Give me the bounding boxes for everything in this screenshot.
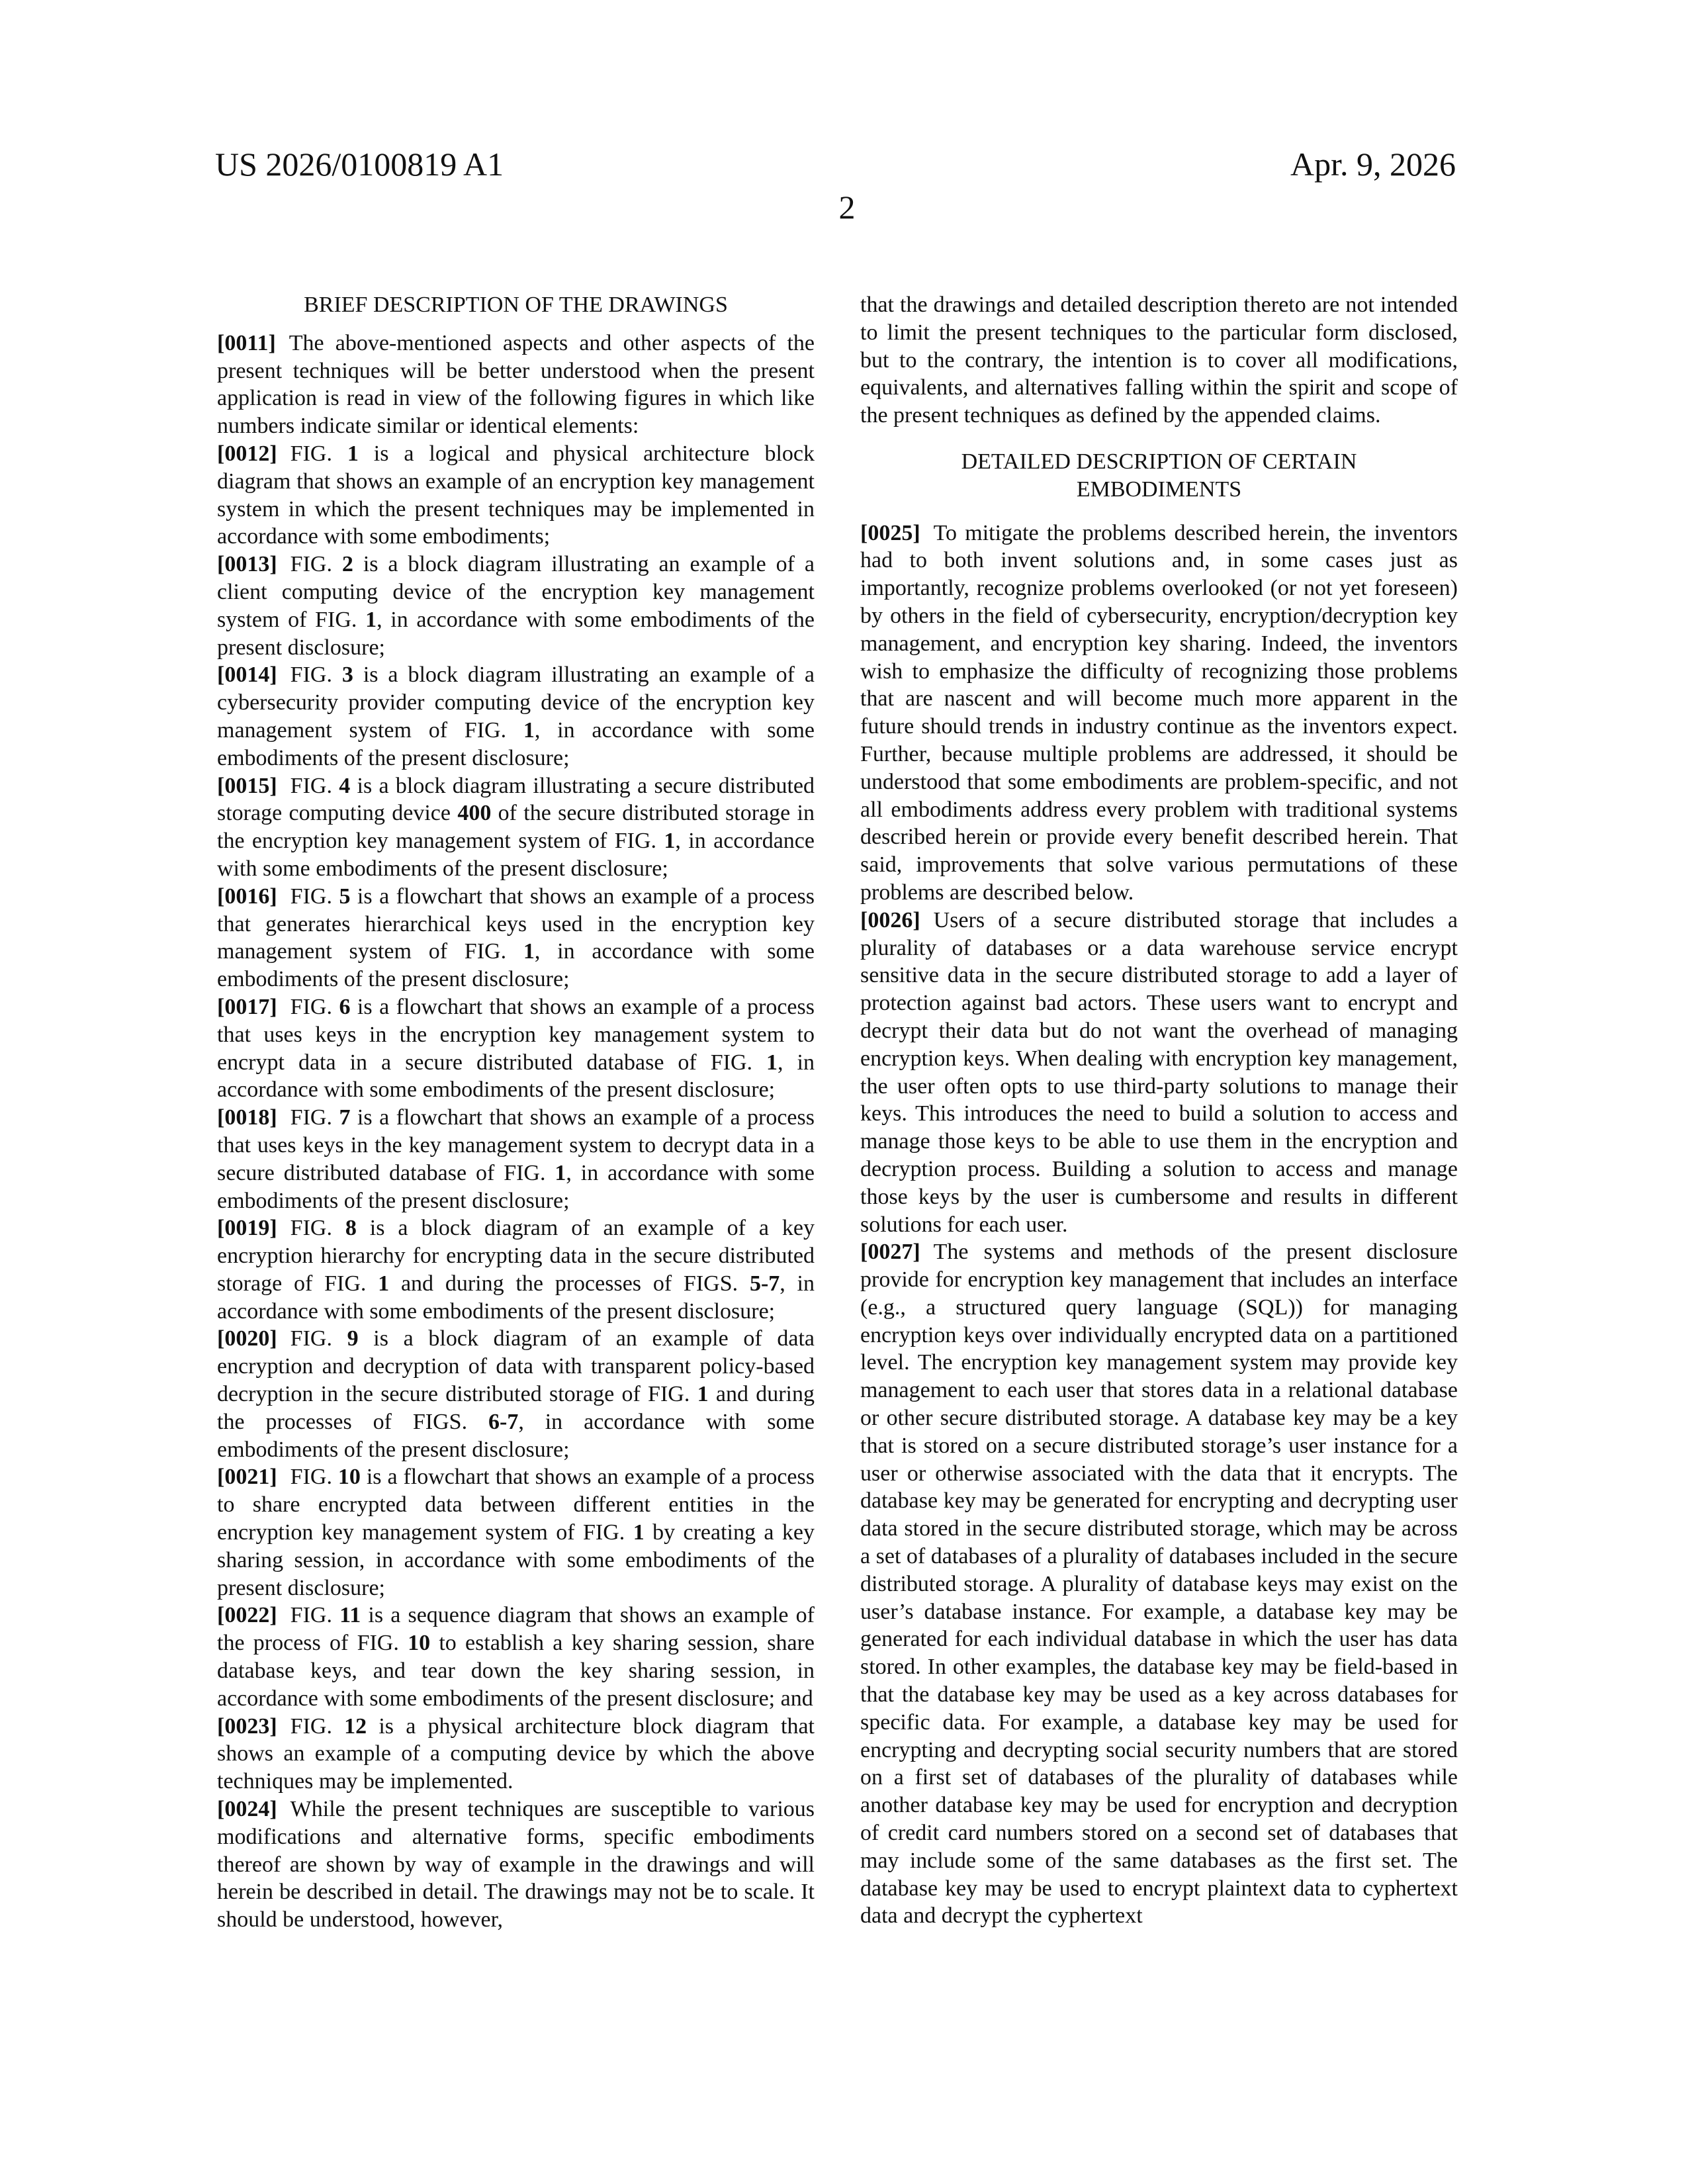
paragraph-text: , in accordance with some embodiments of the present disclosure; — [217, 1160, 815, 1213]
figure-reference: 1 — [633, 1520, 645, 1545]
paragraph — [217, 1214, 815, 1325]
paragraph-text: , in accordance with some embodiments of the present disclosure; — [217, 1409, 815, 1462]
paragraph — [217, 772, 815, 883]
figure-reference: 1 — [523, 717, 535, 743]
paragraph-text: The above-mentioned aspects and other aspects of the present techniques will be better understood when the present application is read in view of the following figures in which like numbers indicate similar or identical elements: — [217, 330, 815, 439]
detailed-description-heading — [860, 448, 1458, 504]
paragraph-text: and during the processes of FIGS. — [217, 1382, 815, 1434]
figure-reference: 6-7 — [488, 1409, 519, 1434]
figure-reference: 3 — [341, 662, 353, 688]
paragraph-text: , in accordance with some embodiments of the present disclosure; — [217, 1271, 815, 1324]
figure-reference: 10 — [337, 1465, 361, 1490]
paragraph-text: FIG. — [290, 994, 339, 1019]
figure-reference: 4 — [339, 773, 351, 798]
paragraph-number: [0021] — [217, 1465, 277, 1490]
figure-reference: 400 — [457, 801, 492, 826]
paragraph-text: is a flowchart that shows an example of a process that uses keys in the key management system to decrypt data in a secure distributed database of FIG. — [217, 1105, 815, 1185]
paragraph-text: FIG. — [290, 1105, 339, 1130]
paragraph — [217, 1796, 815, 1934]
figure-reference: 1 — [766, 1050, 778, 1075]
paragraph-text: by creating a key sharing session, in accordance with some embodiments of the present disclosure; — [217, 1520, 815, 1600]
paragraph-text: is a block diagram illustrating a secure distributed storage computing device — [217, 773, 815, 826]
figure-reference: 1 — [664, 829, 676, 854]
paragraph — [860, 907, 1458, 1239]
paragraph — [217, 1463, 815, 1602]
figure-reference: 12 — [344, 1713, 367, 1739]
paragraph-text: Users of a secure distributed storage that includes a plurality of databases or a data warehouse service encrypt sensitive data in the secure distributed storage to add a layer of protection against bad actors. These users want to encrypt and decrypt their data but do not want the overhead of managing encryption keys. When dealing with encryption key management, the user often opts to use third-party solutions to manage their keys. This introduces the need to build a solution to access and manage those keys to be able to use them in the encryption and decryption process. Building a solution to access and manage those keys by the user is cumbersome and results in different solutions for each user. — [860, 907, 1458, 1237]
paragraph-text: FIG. — [290, 662, 342, 688]
continuation-text: that the drawings and detailed description thereto are not intended to limit the present techniques to the particular form disclosed, but to the contrary, the intention is to cover all modifications, equivalents, and alternatives falling within the spirit and scope of the present techniques as defined by the appended claims. — [860, 293, 1458, 428]
paragraph-text: is a physical architecture block diagram that shows an example of a computing device by which the above techniques may be implemented. — [217, 1713, 815, 1794]
paragraph — [217, 1104, 815, 1214]
paragraph-text: is a logical and physical architecture block diagram that shows an example of an encryption key management system in which the present techniques may be implemented in accordance with some embodiments; — [217, 441, 815, 549]
left-column — [217, 291, 815, 1934]
figure-reference: 1 — [697, 1382, 709, 1407]
paragraph-text: , in accordance with some embodiments of the present disclosure; — [217, 717, 815, 770]
paragraph-text: While the present techniques are susceptible to various modifications and alternative forms, specific embodiments thereof are shown by way of example in the drawings and will herein be described in detail. The drawings may not be to scale. It should be understood, however, — [217, 1797, 815, 1933]
paragraph-number: [0022] — [217, 1603, 277, 1628]
paragraph — [860, 1238, 1458, 1930]
paragraph-text: To mitigate the problems described herein, the inventors had to both invent solutions and, in some cases just as importantly, recognize problems overlooked (or not yet foreseen) by others in the field of cybersecurity, encryption/decryption key management, and encryption key sharing. Indeed, the inventors wish to emphasize the difficulty of recognizing those problems that are nascent and will become much more apparent in the future should trends in industry continue as the inventors expect. Further, because multiple problems are addressed, it should be understood that some embodiments are problem-specific, and not all embodiments address every problem with traditional systems described herein or provide every benefit described herein. That said, improvements that solve various permutations of these problems are described below. — [860, 520, 1458, 905]
paragraph-number: [0027] — [860, 1240, 920, 1265]
figure-reference: 1 — [365, 607, 377, 632]
paragraph-number: [0017] — [217, 994, 277, 1019]
heading-line-2: EMBODIMENTS — [1076, 477, 1242, 502]
figure-reference: 1 — [378, 1271, 390, 1296]
paragraph-text: FIG. — [290, 1465, 338, 1490]
paragraph-text: to establish a key sharing session, share database keys, and tear down the key sharing session, in accordance with some embodiments of the present disclosure; and — [217, 1631, 815, 1711]
figure-reference: 1 — [347, 441, 359, 466]
figure-reference: 5 — [339, 884, 351, 909]
paragraph-number: [0020] — [217, 1326, 277, 1351]
paragraph-text: is a sequence diagram that shows an example of the process of FIG. — [217, 1603, 815, 1656]
paragraph-number: [0011] — [217, 330, 276, 355]
paragraph-number: [0026] — [860, 907, 920, 933]
figure-reference: 6 — [339, 994, 351, 1019]
paragraph-text: FIG. — [290, 441, 347, 466]
figure-reference: 11 — [339, 1603, 361, 1628]
paragraph-text: FIG. — [290, 1326, 347, 1351]
left-paragraphs — [217, 330, 815, 1934]
paragraph-text: is a block diagram of an example of a key encryption hierarchy for encrypting data in the secure distributed storage of FIG. — [217, 1216, 815, 1296]
figure-reference: 5-7 — [749, 1271, 780, 1296]
paragraph-text: , in accordance with some embodiments of the present disclosure; — [217, 829, 815, 881]
paragraph-text: FIG. — [290, 1603, 340, 1628]
figure-reference: 9 — [347, 1326, 359, 1351]
paragraph-text: and during the processes of FIGS. — [389, 1271, 750, 1296]
paragraph-text: is a flowchart that shows an example of a process to share encrypted data between different entities in the encryption key management system of FIG. — [217, 1465, 815, 1545]
paragraph-text: The systems and methods of the present disclosure provide for encryption key management that includes an interface (e.g., a structured query language (SQL)) for managing encryption keys over individually encrypted data on a partitioned level. The encryption key management system may provide key management to each user that stores data in a relational database or other secure distributed storage. A database key may be a key that is stored on a secure distributed storage’s user instance for a user or otherwise associated with the data that it encrypts. The database key may be generated for encrypting and decrypting user data stored in the secure distributed storage, which may be across a set of databases of a plurality of databases included in the secure distributed storage. A plurality of database keys may exist on the user’s database instance. For example, a database key may be generated for each individual database in which the user has data stored. In other examples, the database key may be field-based in that the database key may be used as a key across databases for specific data. For example, a database key may be used for encrypting and decrypting social security numbers that are stored on a first set of databases of the plurality of databases while another database key may be used for encryption and decryption of credit card numbers stored on a second set of databases that may include some of the same databases as the first set. The database key may be used to encrypt plaintext data to cyphertext data and decrypt the cyphertext — [860, 1240, 1458, 1929]
paragraph — [217, 1325, 815, 1463]
paragraph-text: is a flowchart that shows an example of a process that uses keys in the encryption key management system to encrypt data in a secure distributed database of FIG. — [217, 994, 815, 1075]
paragraph-number: [0024] — [217, 1797, 277, 1822]
paragraph-text: FIG. — [290, 1713, 345, 1739]
figure-reference: 7 — [339, 1105, 351, 1130]
paragraph-text: , in accordance with some embodiments of the present disclosure; — [217, 1050, 815, 1103]
figure-reference: 10 — [408, 1631, 431, 1656]
paragraph-number: [0018] — [217, 1105, 277, 1130]
paragraph — [217, 551, 815, 661]
paragraph — [860, 520, 1458, 907]
paragraph-text: is a flowchart that shows an example of a process that generates hierarchical keys used in the encryption key management system of FIG. — [217, 884, 815, 964]
figure-reference: 1 — [555, 1160, 566, 1185]
heading-line-1: DETAILED DESCRIPTION OF CERTAIN — [961, 449, 1357, 474]
paragraph — [217, 661, 815, 772]
page-number: 2 — [838, 189, 856, 226]
publication-date: Apr. 9, 2026 — [1290, 146, 1456, 183]
paragraph — [217, 330, 815, 440]
paragraph-number: [0014] — [217, 662, 277, 688]
paragraph-text: , in accordance with some embodiments of the present disclosure; — [217, 607, 815, 660]
paragraph-number: [0013] — [217, 552, 277, 577]
paragraph — [217, 440, 815, 551]
paragraph-text: , in accordance with some embodiments of the present disclosure; — [217, 939, 815, 992]
paragraph-number: [0016] — [217, 884, 277, 909]
paragraph-number: [0019] — [217, 1216, 277, 1241]
paragraph-number: [0015] — [217, 773, 277, 798]
paragraph — [217, 1602, 815, 1712]
paragraph-number: [0012] — [217, 441, 277, 466]
paragraph-text: FIG. — [290, 884, 339, 909]
brief-description-heading: BRIEF DESCRIPTION OF THE DRAWINGS — [304, 293, 728, 317]
paragraph — [217, 993, 815, 1104]
paragraph-text: FIG. — [290, 1216, 345, 1241]
paragraph — [217, 883, 815, 993]
paragraph — [217, 1713, 815, 1796]
publication-number: US 2026/0100819 A1 — [215, 146, 504, 183]
paragraph-text: FIG. — [290, 552, 342, 577]
figure-reference: 8 — [345, 1216, 357, 1241]
paragraph-text: FIG. — [290, 773, 339, 798]
paragraph-text: is a block diagram illustrating an example of a client computing device of the encryption key management system of FIG. — [217, 552, 815, 632]
right-column — [860, 291, 1458, 1930]
paragraph-text: is a block diagram of an example of data encryption and decryption of data with transparent policy-based decryption in the secure distributed storage of FIG. — [217, 1326, 815, 1407]
figure-reference: 1 — [523, 939, 535, 964]
right-paragraphs — [860, 520, 1458, 1931]
paragraph-text: of the secure distributed storage in the encryption key management system of FIG. — [217, 801, 815, 854]
paragraph-number: [0025] — [860, 520, 920, 545]
figure-reference: 2 — [341, 552, 353, 577]
paragraph-text: is a block diagram illustrating an example of a cybersecurity provider computing device of the encryption key management system of FIG. — [217, 662, 815, 743]
paragraph-number: [0023] — [217, 1713, 277, 1739]
